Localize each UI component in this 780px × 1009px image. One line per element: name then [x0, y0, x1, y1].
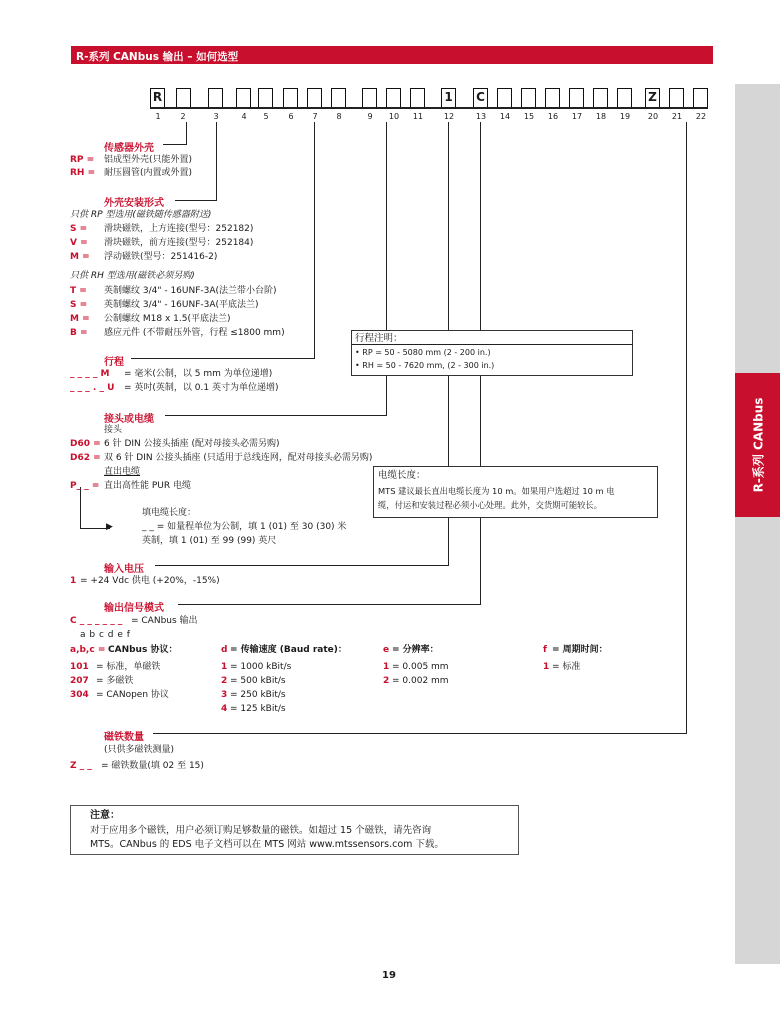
- position-number: 16: [547, 112, 559, 121]
- mount-desc: 滑块磁铁，上方连接(型号：252182): [104, 224, 254, 234]
- code-box-19: [617, 88, 632, 108]
- mounting-title: 外壳安装形式: [104, 198, 164, 209]
- cable-label: 直出电缆: [104, 467, 141, 477]
- mount-code: B =: [70, 328, 88, 338]
- code-baseline: [150, 107, 708, 109]
- code-box-15: [521, 88, 536, 108]
- position-number: 11: [412, 112, 424, 121]
- code-box-13: C: [473, 88, 488, 108]
- code-box-5: [258, 88, 273, 108]
- d-code: 1: [221, 662, 228, 672]
- position-number: 12: [443, 112, 455, 121]
- position-number: 2: [180, 112, 186, 121]
- d-desc: = 125 kBit/s: [230, 704, 286, 714]
- position-number: 14: [499, 112, 511, 121]
- e-header-text: = 分辨率：: [392, 645, 439, 655]
- code-box-9: [362, 88, 377, 108]
- code-box-18: [593, 88, 608, 108]
- mount-desc: 英制螺纹 3/4" - 16UNF-3A(平底法兰): [104, 300, 259, 310]
- e-desc: = 0.002 mm: [392, 676, 449, 686]
- position-number: 18: [595, 112, 607, 121]
- code-box-7: [307, 88, 322, 108]
- connector-code-d60: D60 =: [70, 439, 101, 449]
- mount-code: M =: [70, 314, 90, 324]
- voltage-title: 输入电压: [104, 564, 144, 575]
- abc-code: 304: [70, 690, 89, 700]
- notice-line1: 对于应用多个磁铁，用户必须订购足够数量的磁铁。如超过 15 个磁铁，请先咨询: [90, 825, 432, 836]
- leader-mag-v: [686, 122, 687, 734]
- output-title: 输出信号模式: [104, 603, 164, 614]
- leader-volt-h: [155, 565, 449, 566]
- mount-desc: 滑块磁铁，前方连接(型号：252184): [104, 238, 254, 248]
- stroke-desc-mm: = 毫米(公制，以 5 mm 为单位递增): [124, 369, 273, 379]
- section-title-bar: [71, 46, 713, 64]
- position-number: 5: [263, 112, 269, 121]
- stroke-title: 行程: [104, 357, 124, 368]
- position-number: 17: [571, 112, 583, 121]
- leader-housing-v: [186, 122, 187, 145]
- f-desc: = 标准: [552, 662, 581, 672]
- notice-line2: MTS。CANbus 的 EDS 电子文档可以在 MTS 网站 www.mtssensors.com 下载。: [90, 839, 444, 850]
- cable-note-title: 电缆长度：: [378, 470, 426, 481]
- position-number: 3: [213, 112, 219, 121]
- housing-desc-rp: 铝成型外壳(只能外置): [104, 155, 193, 165]
- position-number: 4: [241, 112, 247, 121]
- e-code: 2: [383, 676, 390, 686]
- e-header-code: e: [383, 645, 390, 655]
- arrow-head-icon: ▶: [106, 522, 113, 532]
- stroke-note-box: [351, 330, 633, 376]
- stroke-note-line: • RH = 50 - 7620 mm, (2 - 300 in.): [355, 361, 495, 370]
- position-number: 22: [695, 112, 707, 121]
- stroke-code-mm: _ _ _ _ M: [70, 369, 110, 379]
- leader-conn-h: [165, 415, 387, 416]
- d-code: 2: [221, 676, 228, 686]
- housing-code-rp: RP =: [70, 155, 95, 165]
- d-desc: = 250 kBit/s: [230, 690, 286, 700]
- output-code: C _ _ _ _ _ _: [70, 616, 123, 626]
- magnets-title: 磁铁数量: [104, 732, 144, 743]
- mount-desc: 英制螺纹 3/4" - 16UNF-3A(法兰带小台阶): [104, 286, 277, 296]
- f-header-text: = 周期时间：: [552, 645, 608, 655]
- housing-desc-rh: 耐压圆管(内置或外置): [104, 168, 193, 178]
- stroke-note-rule: [352, 344, 633, 345]
- connector-label: 接头: [104, 425, 123, 435]
- code-box-6: [283, 88, 298, 108]
- mount-code: S =: [70, 224, 88, 234]
- housing-code-rh: RH =: [70, 168, 96, 178]
- abc-desc: = 标准，单磁铁: [96, 662, 161, 672]
- cable-fill-line2: 英制，填 1 (01) 至 99 (99) 英尺: [142, 536, 277, 546]
- code-box-20: Z: [645, 88, 660, 108]
- d-header-text: = 传输速度 (Baud rate)：: [230, 645, 347, 655]
- code-box-1: R: [150, 88, 165, 108]
- sidebar-tab[interactable]: [735, 373, 780, 517]
- d-header-code: d: [221, 645, 228, 655]
- position-number: 8: [336, 112, 342, 121]
- notice-box: [70, 805, 519, 855]
- code-box-8: [331, 88, 346, 108]
- position-number: 19: [619, 112, 631, 121]
- sidebar-tab-label: R-系列 CANbus: [751, 397, 765, 493]
- mounting-rh-note: 只供 RH 型选用(磁铁必须另购): [70, 271, 195, 281]
- d-desc: = 500 kBit/s: [230, 676, 286, 686]
- code-box-14: [497, 88, 512, 108]
- leader-mount-v: [216, 122, 217, 201]
- cable-desc: 直出高性能 PUR 电缆: [104, 481, 191, 491]
- f-header-code: f: [543, 645, 547, 655]
- position-number: 15: [523, 112, 535, 121]
- code-box-3: [208, 88, 223, 108]
- cable-arrow-v: [80, 487, 81, 529]
- cable-code: P_ _ =: [70, 481, 100, 491]
- d-code: 4: [221, 704, 228, 714]
- position-number: 7: [312, 112, 318, 121]
- mount-desc: 感应元件 (不带耐压外管，行程 ≤1800 mm): [104, 328, 285, 338]
- stroke-code-in: _ _ _ . _ U: [70, 383, 115, 393]
- abc-desc: = CANopen 协议: [96, 690, 169, 700]
- mount-desc: 浮动磁铁(型号：251416-2): [104, 252, 218, 262]
- abc-code: 207: [70, 676, 89, 686]
- position-number: 6: [288, 112, 294, 121]
- leader-stroke-v: [314, 122, 315, 359]
- magnets-code: Z _ _: [70, 761, 92, 771]
- d-desc: = 1000 kBit/s: [230, 662, 292, 672]
- code-box-2: [176, 88, 191, 108]
- cable-fill-line1: _ _ = 如量程单位为公制，填 1 (01) 至 30 (30) 米: [142, 522, 347, 532]
- connector-desc-d60: 6 针 DIN 公接头插座 (配对母接头必需另购): [104, 439, 280, 449]
- abc-header-text: CANbus 协议：: [108, 645, 178, 655]
- sidebar-strip: [735, 84, 780, 964]
- voltage-code: 1: [70, 576, 77, 586]
- output-letters: a b c d e f: [80, 630, 130, 640]
- cable-note-line: 缆，付运和安装过程必须小心处理。此外，交货期可能较长。: [378, 500, 603, 510]
- connector-desc-d62: 双 6 针 DIN 公接头插座 (只适用于总线连网，配对母接头必需另购): [104, 453, 373, 463]
- position-number: 1: [155, 112, 161, 121]
- code-box-22: [693, 88, 708, 108]
- output-desc: = CANbus 输出: [131, 616, 198, 626]
- e-code: 1: [383, 662, 390, 672]
- mount-code: T =: [70, 286, 87, 296]
- magnets-note: (只供多磁铁测量): [104, 745, 175, 755]
- connector-code-d62: D62 =: [70, 453, 101, 463]
- notice-title: 注意：: [90, 810, 120, 821]
- code-box-11: [410, 88, 425, 108]
- e-desc: = 0.005 mm: [392, 662, 449, 672]
- code-box-10: [386, 88, 401, 108]
- connection-title: 接头或电缆: [104, 414, 154, 425]
- code-box-17: [569, 88, 584, 108]
- cable-fill-title: 填电缆长度：: [142, 508, 197, 518]
- stroke-desc-in: = 英吋(英制，以 0.1 英寸为单位递增): [124, 383, 279, 393]
- code-box-21: [669, 88, 684, 108]
- position-number: 20: [647, 112, 659, 121]
- code-box-12: 1: [441, 88, 456, 108]
- position-number: 9: [367, 112, 373, 121]
- leader-mount-h: [175, 200, 217, 201]
- code-box-4: [236, 88, 251, 108]
- code-box-16: [545, 88, 560, 108]
- abc-code: 101: [70, 662, 89, 672]
- abc-desc: = 多磁铁: [96, 676, 134, 686]
- leader-mag-h: [153, 733, 687, 734]
- section-title: R-系列 CANbus 输出 – 如何选型: [76, 51, 239, 63]
- cable-note-box: [373, 466, 658, 518]
- magnets-desc: = 磁铁数量(填 02 至 15): [101, 761, 204, 771]
- leader-housing-h: [163, 144, 187, 145]
- stroke-note-title: 行程注明：: [355, 333, 403, 344]
- d-code: 3: [221, 690, 228, 700]
- cable-note-line: MTS 建议最长直出电缆长度为 10 m。如果用户选超过 10 m 电: [378, 486, 615, 496]
- abc-header-code: a,b,c =: [70, 645, 106, 655]
- mount-code: S =: [70, 300, 88, 310]
- leader-out-h: [178, 604, 481, 605]
- leader-stroke-h: [131, 358, 315, 359]
- position-number: 10: [388, 112, 400, 121]
- page-number: 19: [382, 970, 396, 981]
- position-number: 13: [475, 112, 487, 121]
- mount-desc: 公制螺纹 M18 x 1.5(平底法兰): [104, 314, 231, 324]
- housing-title: 传感器外壳: [104, 143, 154, 154]
- f-code: 1: [543, 662, 550, 672]
- mounting-rp-note: 只供 RP 型选用(磁铁随传感器附送): [70, 210, 212, 220]
- voltage-desc: = +24 Vdc 供电 (+20%，-15%): [80, 576, 220, 586]
- position-number: 21: [671, 112, 683, 121]
- stroke-note-line: • RP = 50 - 5080 mm (2 - 200 in.): [355, 348, 491, 357]
- mount-code: V =: [70, 238, 88, 248]
- mount-code: M =: [70, 252, 90, 262]
